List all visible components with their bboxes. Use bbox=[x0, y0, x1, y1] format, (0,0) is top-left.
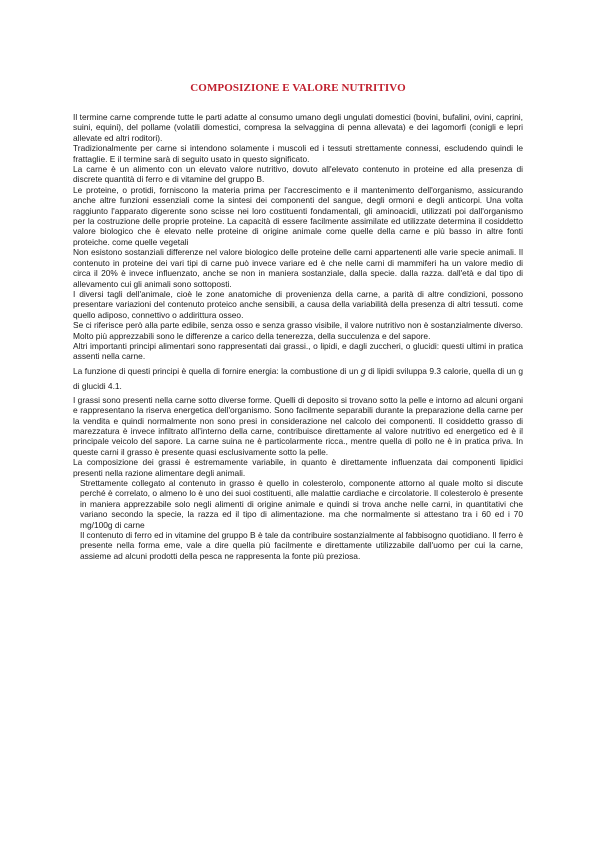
energy-text-before: La funzione di questi principi è quella di fornire energia: la combustione di un bbox=[73, 365, 361, 376]
paragraph-other-principles: Altri importanti principi alimentari sono rappresentati dai grassi., o lipidi, e dagli zuccheri, o glucidi: questi ultimi in pratica assenti nella carne. bbox=[73, 340, 523, 362]
paragraph-fats: I grassi sono presenti nella carne sotto diverse forme. Quelli di deposito si trovano sotto la pelle e intorno ad alcuni organi e rappresentano la riserva energetica dell'organismo. Sono facilmente separabili durante la preparazione della carne per la vendita e quindi normalmente non sono presi in considerazione nel calcolo dei componenti. Il cosiddetto grasso di marezzatura è invece infiltrato all'interno della carne, contribuisce direttamente al valore nutritivo ed energetico ed è il principale veicolo del sapore. La carne suina ne è particolarmente ricca., mentre quella di pollo ne è in pratica priva. In queste carni il grasso è presente quasi esclusivamente sotto la pelle. bbox=[73, 394, 523, 457]
page-title: COMPOSIZIONE E VALORE NUTRITIVO bbox=[190, 82, 406, 94]
paragraph-fat-composition: La composizione dei grassi è estremamente variabile, in quanto è direttamente influenzata dai componenti lipidici presenti nella razione alimentare degli animali. bbox=[73, 457, 523, 478]
paragraph-iron-vitamins: Il contenuto di ferro ed in vitamine del gruppo B è tale da contribuire sostanzialmente al fabbisogno quotidiano. Il ferro è presente nella forma eme, vale a dire quella più facilmente e direttamente utilizzabile dall'uomo per cui la carne, assieme ad alcuni prodotti della pesca ne rappresenta la fonte più preziosa. bbox=[80, 530, 523, 561]
paragraph-cuts: I diversi tagli dell'animale, cioè le zone anatomiche di provenienza della carne, a parità di altre condizioni, possono presentare variazioni del contenuto proteico anche sensibili, a causa della variabilità della presenza di altri tessuti. come quello adiposo, connettivo o addirittura osseo. bbox=[73, 288, 523, 320]
paragraph-cholesterol: Strettamente collegato al contenuto in grasso è quello in colesterolo, componente attorno al quale molto si discute perché è correlato, o almeno lo è uno dei suoi costituenti, alle malattie cardiache e circolatorie. Il colesterolo è presente in maniera apprezzabile solo negli alimenti di origine animale e quindi si trova anche nelle carni, in quantitativi che variano secondo la specie, la razza ed il tipo di alimentazione. ma che normalmente si attestano tra i 60 ed i 70 mg/100g di carne bbox=[80, 478, 523, 530]
paragraph-definition: Il termine carne comprende tutte le parti adatte al consumo umano degli ungulati domestici (bovini, bufalini, ovini, caprini, suini, equini), del pollame (volatili domestici, compresa la selvaggina di penna allevata) e dei lagomorfi (conigli e lepri allevate ed altri roditori). bbox=[73, 112, 523, 143]
paragraph-energy bbox=[73, 364, 523, 393]
paragraph-proteins: Le proteine, o protidi, forniscono la materia prima per l'accrescimento e il mantenimento dell'organismo, assicurando anche altre funzioni essenziali come la sintesi dei componenti del sangue, degli ormoni e degli anticorpi. Una volta raggiunto l'apparato digerente sono scisse nei loro costituenti fondamentali, gli aminoacidi, utilizzati poi dall'organismo per la costruzione delle proprie proteine. La capacità di essere facilmente assimilate ed utilizzate determina il cosiddetto valore biologico che è elevato nelle proteine di origine animale come quelle della carne e più basso in altre fonti proteiche. come quelle vegetali bbox=[73, 184, 523, 247]
paragraph-tradition: Tradizionalmente per carne si intendono solamente i muscoli ed i tessuti strettamente connessi, escludendo quindi le frattaglie. E il termine sarà di seguito usato in questo significato. bbox=[73, 143, 523, 164]
document-body bbox=[73, 112, 523, 561]
paragraph-nutritive-value: La carne è un alimento con un elevato valore nutritivo, dovuto all'elevato contenuto in proteine ed alla presenza di discrete quantità di ferro e di vitamine del gruppo B. bbox=[73, 164, 523, 185]
paragraph-biological-value: Non esistono sostanziali differenze nel valore biologico delle proteine delle carni appartenenti alle varie specie animali. Il contenuto in proteine dei vari tipi di carne può invece variare ed è che nelle carni di mammiferi ha un valore medio di circa il 20% è invece influenzato, anche se non in maniera sostanziale, dalla specie. dalla razza. dall'età e dal tipo di allevamento cui gli animali sono sottoposti. bbox=[73, 247, 523, 289]
gram-unit: g bbox=[360, 365, 366, 377]
paragraph-edible-part: Se ci riferisce però alla parte edibile, senza osso e senza grasso visibile, il valore nutritivo non è sostanzialmente diverso. Molto più apprezzabili sono le differenze a carico della tenerezza, della succulenza e del sapore. bbox=[73, 320, 523, 341]
energy-text-after: di lipidi sviluppa 9.3 calorie, quella di un g di glucidi 4.1. bbox=[73, 365, 523, 391]
